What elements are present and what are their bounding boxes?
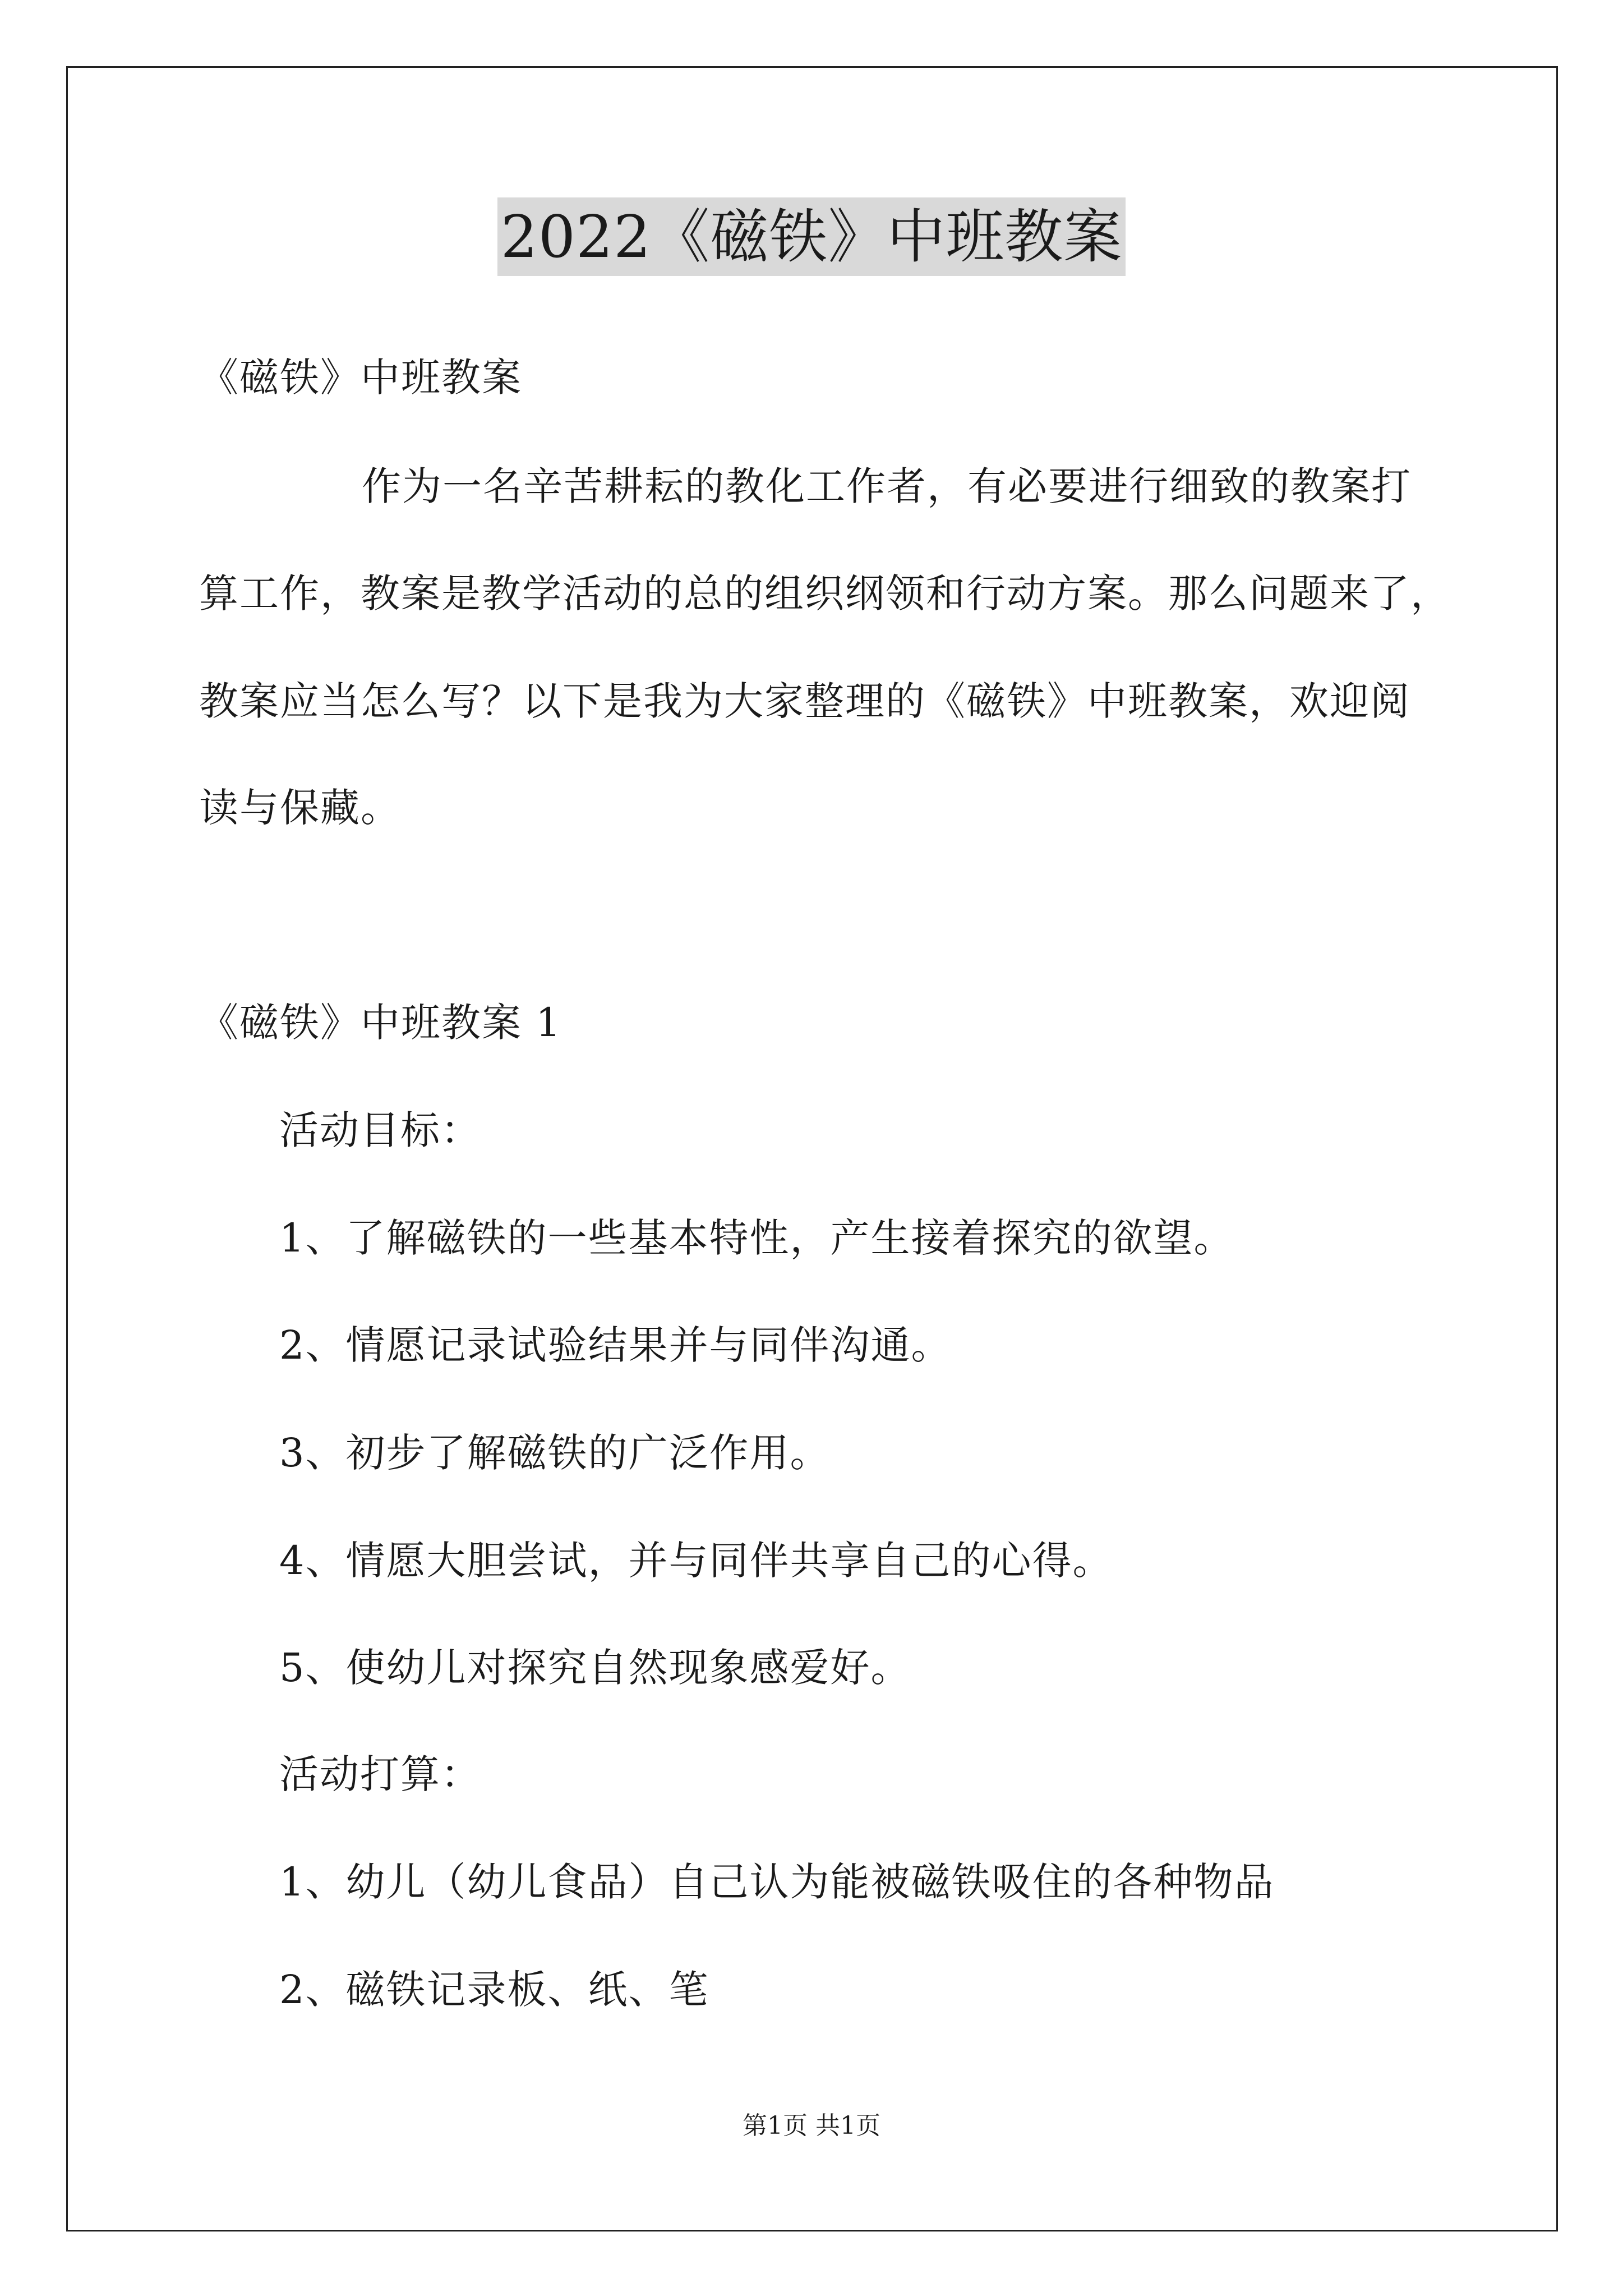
intro-line-3: 教案应当怎么写？以下是我为大家整理的《磁铁》中班教案，欢迎阅 <box>199 678 1410 724</box>
intro-line-2: 算工作，教案是教学活动的总的组织纲领和行动方案。那么问题来了， <box>199 570 1451 616</box>
goal-item-4: 4、情愿大胆尝试，并与同伴共享自己的心得。 <box>279 1538 1113 1584</box>
section-heading: 《磁铁》中班教案 1 <box>199 1000 562 1046</box>
intro-line-1: 作为一名辛苦耕耘的教化工作者，有必要进行细致的教案打 <box>362 463 1412 509</box>
goal-item-2: 2、情愿记录试验结果并与同伴沟通。 <box>279 1322 952 1368</box>
goal-item-5: 5、使幼儿对探究自然现象感爱好。 <box>279 1645 911 1691</box>
intro-line-4: 读与保藏。 <box>199 785 401 831</box>
goals-label: 活动目标： <box>279 1107 481 1153</box>
goal-item-3: 3、初步了解磁铁的广泛作用。 <box>279 1430 831 1476</box>
prep-label: 活动打算： <box>279 1751 481 1797</box>
document-title: 2022《磁铁》中班教案 <box>497 197 1126 276</box>
prep-item-2: 2、磁铁记录板、纸、笔 <box>279 1967 709 2013</box>
prep-item-1: 1、幼儿（幼儿食品）自己认为能被磁铁吸住的各种物品 <box>279 1859 1275 1905</box>
page-footer: 第1页 共1页 <box>743 2111 880 2140</box>
goal-item-1: 1、了解磁铁的一些基本特性，产生接着探究的欲望。 <box>279 1215 1234 1261</box>
title-container <box>0 197 1623 276</box>
intro-heading: 《磁铁》中班教案 <box>199 355 522 401</box>
